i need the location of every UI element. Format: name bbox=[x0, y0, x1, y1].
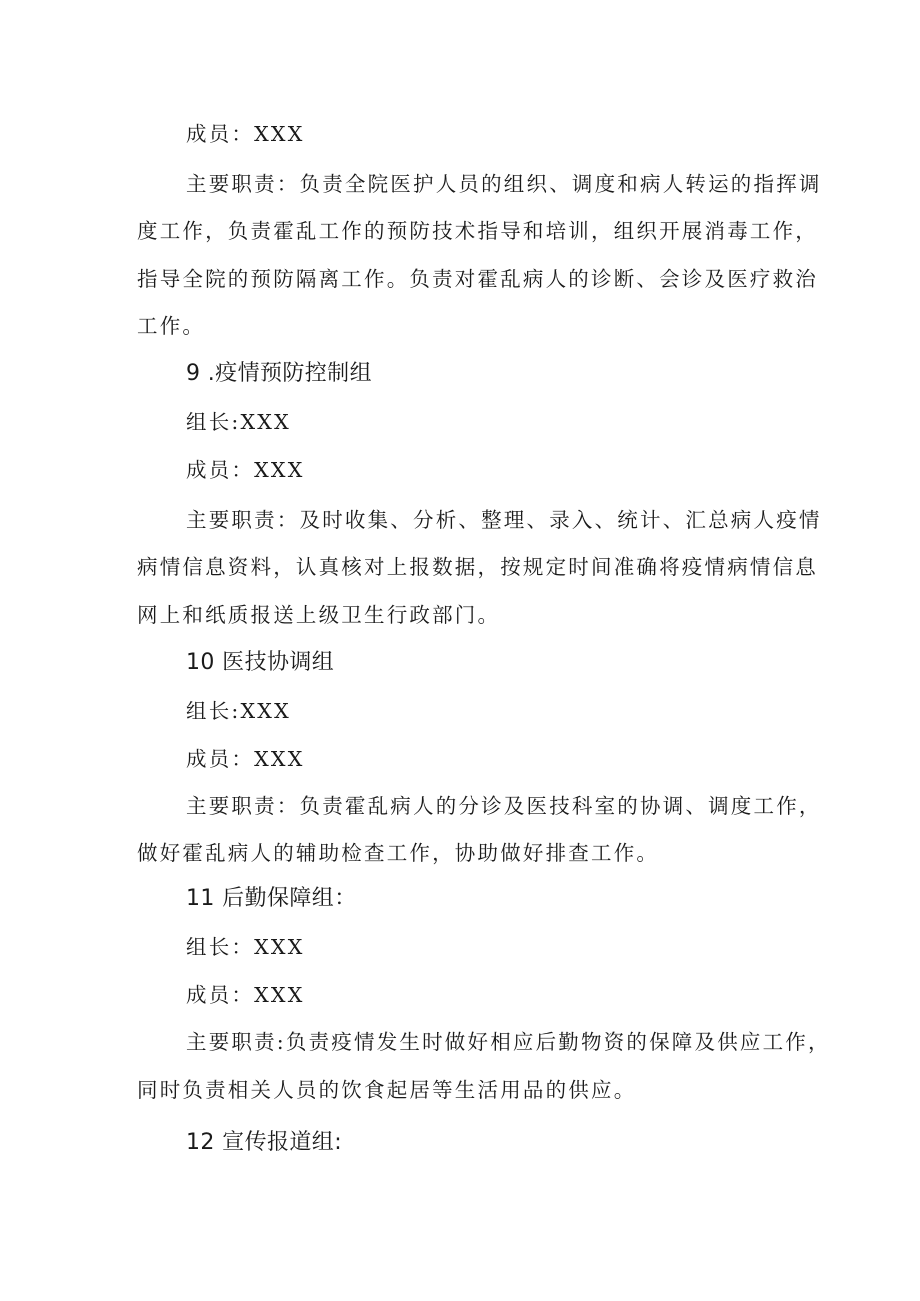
member-line: 成员：XXX bbox=[186, 747, 305, 771]
leader-line: 组长:XXX bbox=[186, 699, 291, 723]
duty-paragraph-line: 工作。 bbox=[137, 314, 206, 338]
duty-paragraph-line: 网上和纸质报送上级卫生行政部门。 bbox=[137, 603, 501, 627]
duty-paragraph-line: 同时负责相关人员的饮食起居等生活用品的供应。 bbox=[137, 1078, 637, 1102]
section-heading-10: 10 医技协调组 bbox=[186, 650, 335, 675]
member-line: 成员：XXX bbox=[186, 983, 305, 1007]
section-heading-9: 9 .疫情预防控制组 bbox=[186, 361, 372, 386]
leader-line: 组长：XXX bbox=[186, 935, 305, 959]
duty-paragraph-line: 主要职责：及时收集、分析、整理、录入、统计、汇总病人疫情 bbox=[186, 508, 822, 532]
leader-line: 组长:XXX bbox=[186, 410, 291, 434]
duty-paragraph-line: 主要职责：负责霍乱病人的分诊及医技科室的协调、调度工作， bbox=[186, 794, 822, 818]
duty-paragraph-line: 病情信息资料，认真核对上报数据，按规定时间准确将疫情病情信息 bbox=[137, 555, 818, 579]
member-line: 成员：XXX bbox=[186, 122, 305, 146]
section-heading-12: 12 宣传报道组: bbox=[186, 1130, 342, 1155]
section-heading-11: 11 后勤保障组： bbox=[186, 886, 357, 911]
duty-paragraph-line: 做好霍乱病人的辅助检查工作，协助做好排查工作。 bbox=[137, 841, 660, 865]
duty-paragraph-line: 指导全院的预防隔离工作。负责对霍乱病人的诊断、会诊及医疗救治 bbox=[137, 267, 818, 291]
member-line: 成员：XXX bbox=[186, 458, 305, 482]
duty-paragraph-line: 主要职责:负责疫情发生时做好相应后勤物资的保障及供应工作， bbox=[186, 1030, 831, 1054]
duty-paragraph-line: 度工作，负责霍乱工作的预防技术指导和培训，组织开展消毒工作， bbox=[137, 219, 818, 243]
duty-paragraph-line: 主要职责：负责全院医护人员的组织、调度和病人转运的指挥调 bbox=[186, 172, 822, 196]
